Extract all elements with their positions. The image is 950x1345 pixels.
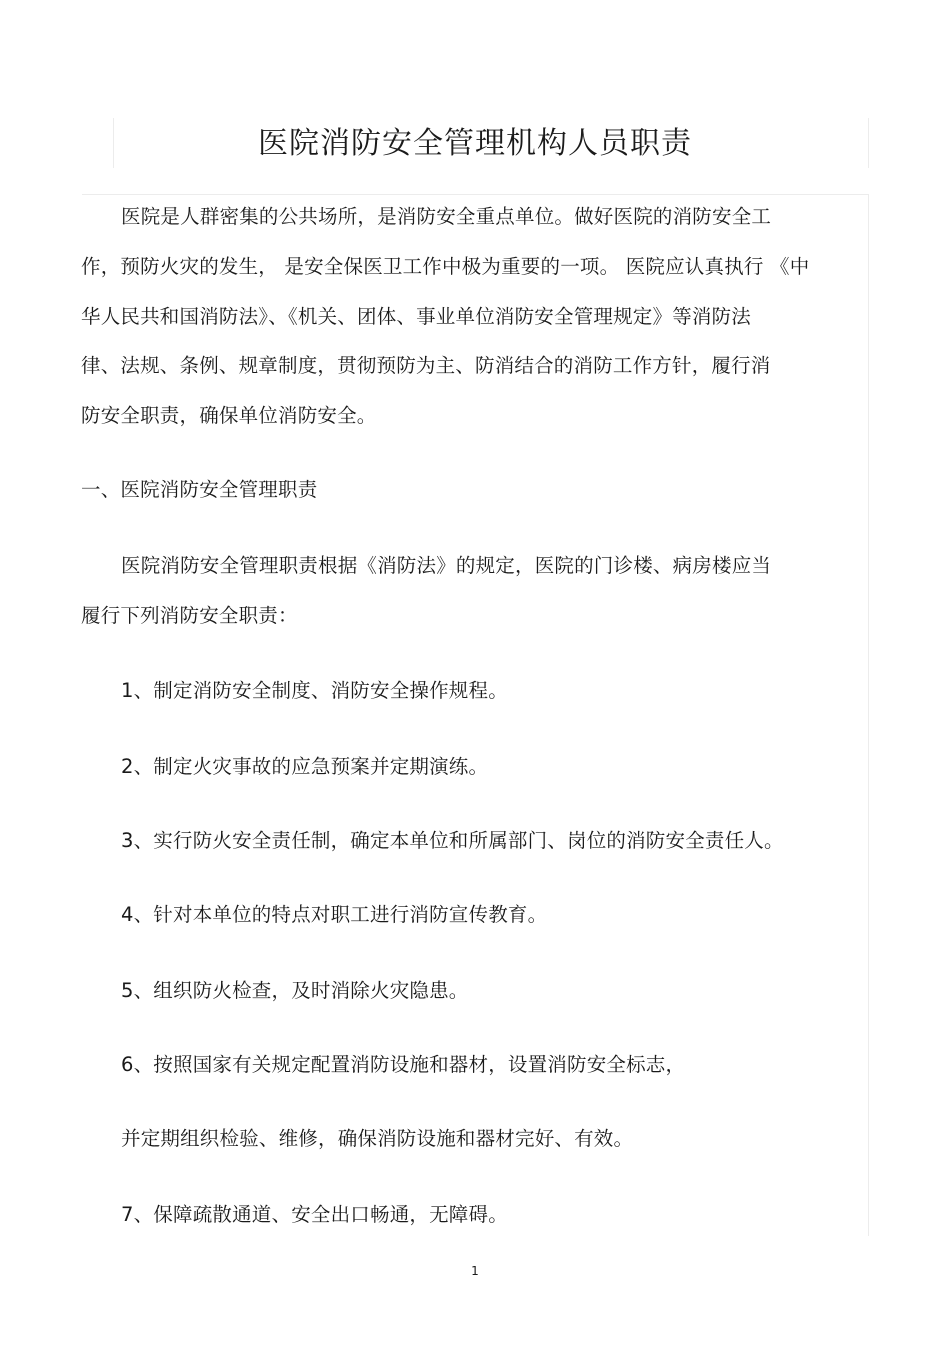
frame-line-body-right bbox=[868, 194, 869, 1236]
list-item-7: 7、保障疏散通道、安全出口畅通，无障碍。 bbox=[121, 1203, 508, 1226]
list-item-6-continued: 并定期组织检验、维修，确保消防设施和器材完好、有效。 bbox=[121, 1127, 634, 1150]
intro-line-2: 作，预防火灾的发生， 是安全保医卫工作中极为重要的一项。 医院应认真执行 《中 bbox=[81, 255, 810, 278]
section-intro-line-1: 医院消防安全管理职责根据《消防法》的规定，医院的门诊楼、病房楼应当 bbox=[121, 554, 772, 577]
list-item-6: 6、按照国家有关规定配置消防设施和器材，设置消防安全标志， bbox=[121, 1053, 686, 1076]
intro-line-4: 律、法规、条例、规章制度，贯彻预防为主、防消结合的消防工作方针，履行消 bbox=[81, 354, 771, 377]
frame-line-body-top bbox=[82, 194, 869, 195]
intro-line-3: 华人民共和国消防法》、《机关、团体、事业单位消防安全管理规定》等消防法 bbox=[81, 305, 752, 328]
document-title: 医院消防安全管理机构人员职责 bbox=[258, 126, 692, 161]
list-item-3: 3、实行防火安全责任制，确定本单位和所属部门、岗位的消防安全责任人。 bbox=[121, 829, 784, 852]
intro-line-1: 医院是人群密集的公共场所，是消防安全重点单位。做好医院的消防安全工 bbox=[121, 205, 772, 228]
list-item-5: 5、组织防火检查，及时消除火灾隐患。 bbox=[121, 979, 469, 1002]
section-intro-line-2: 履行下列消防安全职责： bbox=[81, 604, 298, 627]
intro-line-5: 防安全职责，确保单位消防安全。 bbox=[81, 404, 377, 427]
list-item-2: 2、制定火灾事故的应急预案并定期演练。 bbox=[121, 755, 489, 778]
section-heading: 一、医院消防安全管理职责 bbox=[81, 478, 318, 501]
list-item-4: 4、针对本单位的特点对职工进行消防宣传教育。 bbox=[121, 903, 548, 926]
page-number: 1 bbox=[471, 1264, 479, 1278]
list-item-1: 1、制定消防安全制度、消防安全操作规程。 bbox=[121, 679, 508, 702]
